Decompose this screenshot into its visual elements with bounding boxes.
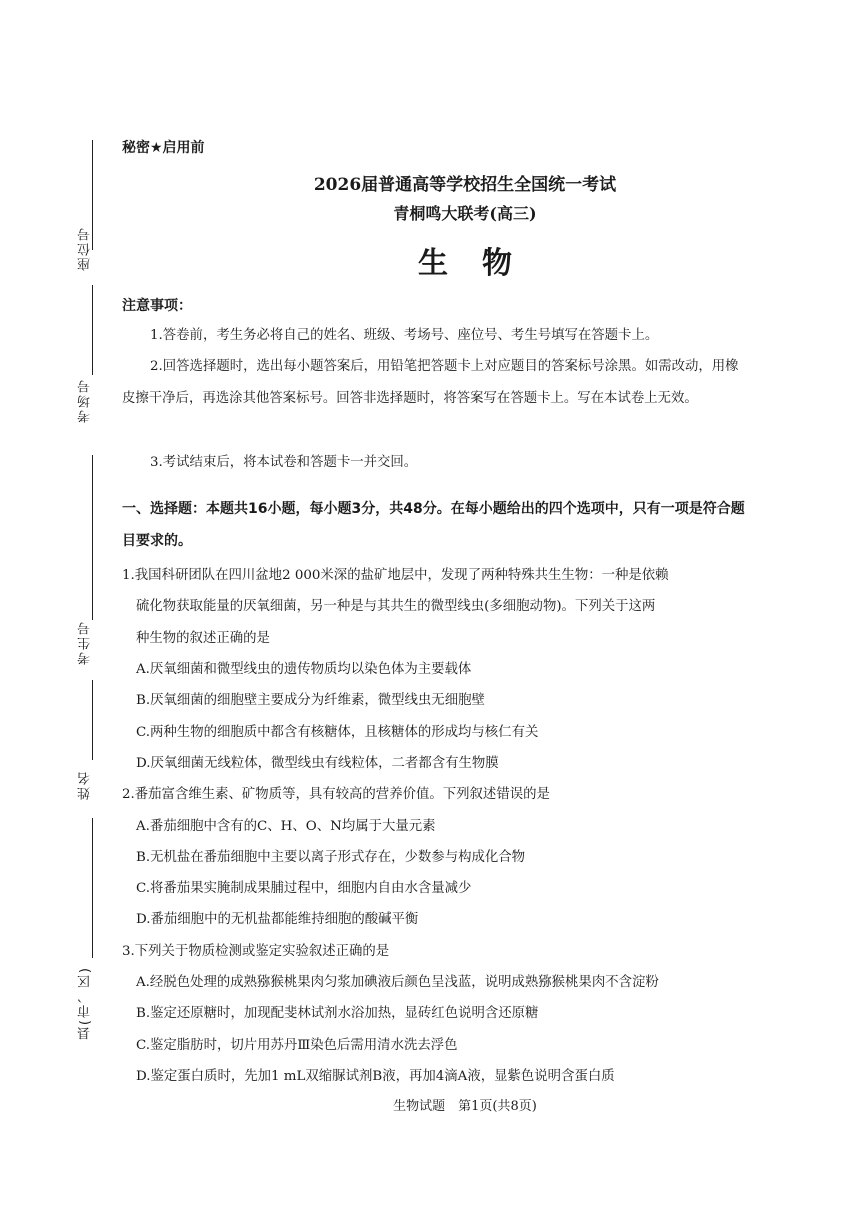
question-1-option-a: A.厌氧细菌和微型线虫的遗传物质均以染色体为主要载体 <box>136 662 472 677</box>
question-3-option-b: B.鉴定还原糖时，加现配斐林试剂水浴加热，显砖红色说明含还原糖 <box>136 1006 539 1021</box>
notice-heading: 注意事项： <box>122 298 192 314</box>
notice-item-3: 3.考试结束后，将本试卷和答题卡一并交回。 <box>150 455 418 470</box>
question-2-option-a: A.番茄细胞中含有的C、H、O、N均属于大量元素 <box>136 819 436 834</box>
question-3-stem: 3.下列关于物质检测或鉴定实验叙述正确的是 <box>122 944 390 959</box>
question-1-stem-line-1: 1.我国科研团队在四川盆地2 000米深的盐矿地层中，发现了两种特殊共生生物：一种是依赖 <box>122 568 669 583</box>
binding-line-3 <box>92 455 93 620</box>
question-2-stem: 2.番茄富含维生素、矿物质等，具有较高的营养价值。下列叙述错误的是 <box>122 787 550 802</box>
notice-item-2: 2.回答选择题时，选出每小题答案后，用铅笔把答题卡上对应题目的答案标号涂黑。如需改动，用橡皮擦干净后，再选涂其他答案标号。回答非选择题时，将答案写在答题卡上。写在本试卷上无效。 <box>122 359 739 406</box>
question-1-stem-line-3: 种生物的叙述正确的是 <box>136 631 270 646</box>
question-3-option-c: C.鉴定脂肪时，切片用苏丹Ⅲ染色后需用清水洗去浮色 <box>136 1038 458 1053</box>
exam-title: 2026届普通高等学校招生全国统一考试 <box>313 175 617 195</box>
question-1-option-c: C.两种生物的细胞质中都含有核糖体，且核糖体的形成均与核仁有关 <box>136 725 539 740</box>
county-label: 县(市、区) <box>78 966 93 1041</box>
binding-line-5 <box>92 818 93 958</box>
exam-subtitle: 青桐鸣大联考(高三) <box>393 204 537 223</box>
name-label: 姓名 <box>78 770 93 800</box>
seat-no-label: 座位号 <box>78 226 93 271</box>
question-1-option-d: D.厌氧细菌无线粒体，微型线虫有线粒体，二者都含有生物膜 <box>136 756 499 771</box>
notice-item-1: 1.答卷前，考生务必将自己的姓名、班级、考场号、座位号、考生号填写在答题卡上。 <box>150 328 659 343</box>
question-2-option-d: D.番茄细胞中的无机盐都能维持细胞的酸碱平衡 <box>136 912 419 927</box>
section-heading: 一、选择题：本题共16小题，每小题3分，共48分。在每小题给出的四个选项中，只有一项是符合题目要求的。 <box>122 501 745 549</box>
exam-no-label: 考生号 <box>78 620 93 665</box>
binding-line-4 <box>92 680 93 760</box>
question-1-stem-line-2: 硫化物获取能量的厌氧细菌，另一种是与其共生的微型线虫(多细胞动物)。下列关于这两 <box>136 599 656 614</box>
question-3-option-a: A.经脱色处理的成熟猕猴桃果肉匀浆加碘液后颜色呈浅蓝，说明成熟猕猴桃果肉不含淀粉 <box>136 975 659 990</box>
question-2-option-c: C.将番茄果实腌制成果脯过程中，细胞内自由水含量减少 <box>136 881 472 896</box>
question-3-option-d: D.鉴定蛋白质时，先加1 mL双缩脲试剂B液，再加4滴A液，显紫色说明含蛋白质 <box>136 1069 615 1084</box>
page-footer: 生物试题 第1页(共8页) <box>393 1099 537 1114</box>
subject-title: 生物 <box>418 246 546 281</box>
question-2-option-b: B.无机盐在番茄细胞中主要以离子形式存在，少数参与构成化合物 <box>136 850 526 865</box>
confidential-label: 秘密★启用前 <box>122 140 205 156</box>
exam-room-label: 考场号 <box>78 378 93 423</box>
binding-line-2 <box>92 285 93 375</box>
question-1-option-b: B.厌氧细菌的细胞壁主要成分为纤维素，微型线虫无细胞壁 <box>136 693 485 708</box>
